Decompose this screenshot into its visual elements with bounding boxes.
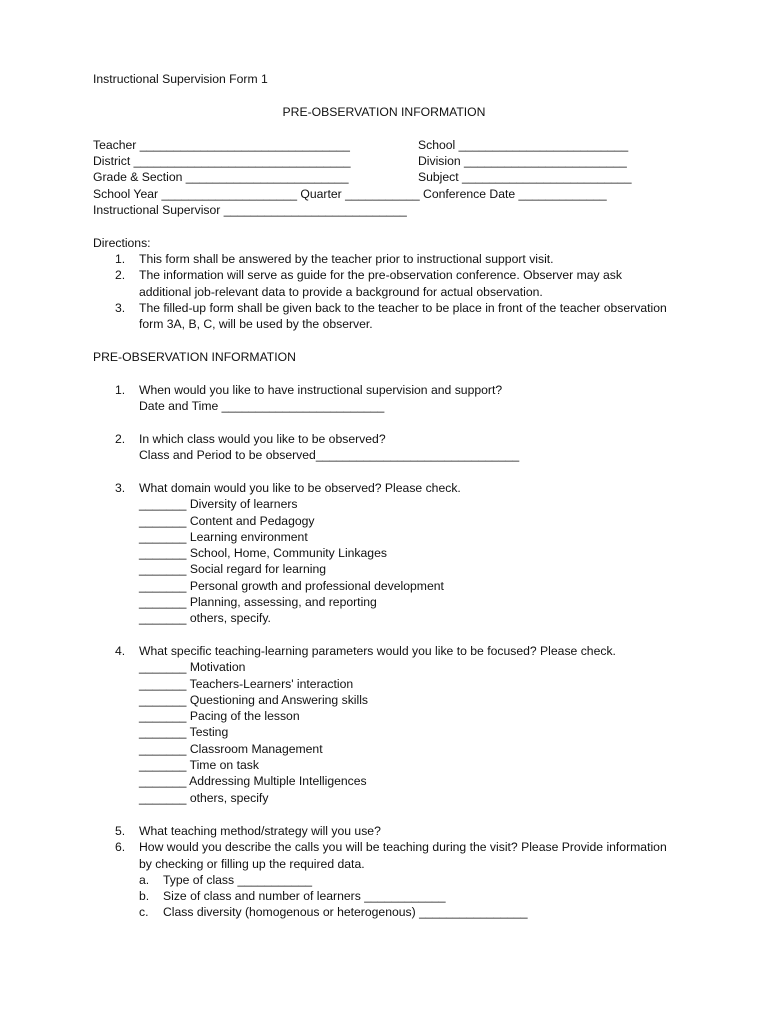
section-heading: PRE-OBSERVATION INFORMATION — [93, 350, 296, 364]
teacher-field: Teacher _______________________________ — [93, 138, 350, 152]
sub-list — [139, 872, 673, 921]
answer-line: Date and Time ________________________ — [139, 399, 385, 414]
sub-item: a. Type of class ___________ — [139, 872, 313, 887]
question-1: 1. When would you like to have instructional supervision and support? Date and Time ________________________ — [115, 383, 503, 414]
form-heading: PRE-OBSERVATION INFORMATION — [282, 105, 486, 119]
question-text: What teaching method/strategy will you use? — [139, 824, 381, 838]
grade-section-field: Grade & Section ________________________ — [93, 170, 349, 184]
question-3: 3. What domain would you like to be observed? Please check. _______ Diversity of learners _______ Content and Pedagogy _______ Learning environment _______ School, Home, Community Linkages _______ Social regard for learning _______ Personal growth and professional development _______ Planning, assessing, and reporting _______ others, specify. — [93, 480, 673, 627]
check-option: _______ others, specify. — [139, 611, 271, 626]
question-2: 2. In which class would you like to be observed? Class and Period to be observed______________________________ — [115, 432, 520, 463]
check-option: _______ Content and Pedagogy — [139, 513, 315, 528]
supervisor-field: Instructional Supervisor ___________________________ — [93, 203, 407, 217]
check-option: _______ Planning, assessing, and reporting — [139, 595, 377, 610]
question-5: 5. What teaching method/strategy will you use? — [115, 824, 381, 838]
check-option: _______ Social regard for learning — [139, 562, 327, 577]
check-option: _______ Personal growth and professional development — [139, 578, 444, 593]
school-year-field: School Year ____________________ Quarter ___________ Conference Date _____________ — [93, 187, 607, 201]
subject-field: Subject _________________________ — [418, 170, 632, 184]
check-option: _______ Learning environment — [139, 529, 308, 544]
check-option: _______ Addressing Multiple Intelligences — [139, 774, 367, 789]
directions-label: Directions: — [93, 236, 151, 250]
check-option: _______ Questioning and Answering skills — [139, 692, 369, 707]
question-6: 6. How would you describe the calls you will be teaching during the visit? Please Provide information by checking or filling up the required data. a. Type of class ___________ b. Size of class and number of learners ____________ c. Class diversity (homogenous or heterogenous) ________________ — [93, 839, 673, 920]
division-field: Division ________________________ — [418, 154, 627, 168]
form-title: Instructional Supervision Form 1 — [93, 72, 268, 86]
question-5-6 — [93, 823, 673, 921]
check-option: _______ Diversity of learners — [139, 497, 298, 512]
check-option: _______ Pacing of the lesson — [139, 709, 300, 724]
option-list — [139, 659, 673, 806]
check-option: _______ Motivation — [139, 660, 246, 675]
answer-line: Class and Period to be observed______________________________ — [139, 448, 520, 463]
direction-item: 1. This form shall be answered by the teacher prior to instructional support visit. — [115, 252, 554, 266]
school-field: School _________________________ — [418, 138, 629, 152]
question-text: What domain would you like to be observed? Please check. — [139, 481, 461, 495]
question-text: How would you describe the calls you will be teaching during the visit? Please Provide information by checking or filling up the required data. — [139, 840, 667, 871]
directions-list — [93, 251, 673, 332]
check-option: _______ Teachers-Learners' interaction — [139, 676, 354, 691]
option-list — [139, 496, 673, 626]
question-text: When would you like to have instructional supervision and support? — [139, 383, 503, 397]
district-field: District ________________________________ — [93, 154, 351, 168]
check-option: _______ Time on task — [139, 758, 259, 773]
question-4: 4. What specific teaching-learning parameters would you like to be focused? Please check. _______ Motivation _______ Teachers-Learners' interaction _______ Questioning and Answering skills _______ Pacing of the lesson _______ Testing _______ Classroom Management _______ Time on task _______ Addressing Multiple Intelligences _______ others, specify — [93, 643, 673, 806]
sub-item: b. Size of class and number of learners ____________ — [139, 889, 446, 904]
check-option: _______ others, specify — [139, 790, 269, 805]
direction-item: 2. The information will serve as guide for the pre-observation conference. Observer may ask additional job-relevant data to provide a background for actual observation. — [115, 268, 622, 299]
check-option: _______ Testing — [139, 725, 229, 740]
check-option: _______ School, Home, Community Linkages — [139, 546, 387, 561]
question-text: In which class would you like to be observed? — [139, 432, 386, 446]
question-text: What specific teaching-learning parameters would you like to be focused? Please check. — [139, 644, 616, 658]
check-option: _______ Classroom Management — [139, 741, 323, 756]
direction-item: 3. The filled-up form shall be given back to the teacher to be place in front of the teacher observation form 3A, B, C, will be used by the observer. — [115, 300, 667, 332]
sub-item: c. Class diversity (homogenous or heterogenous) ________________ — [139, 905, 528, 920]
